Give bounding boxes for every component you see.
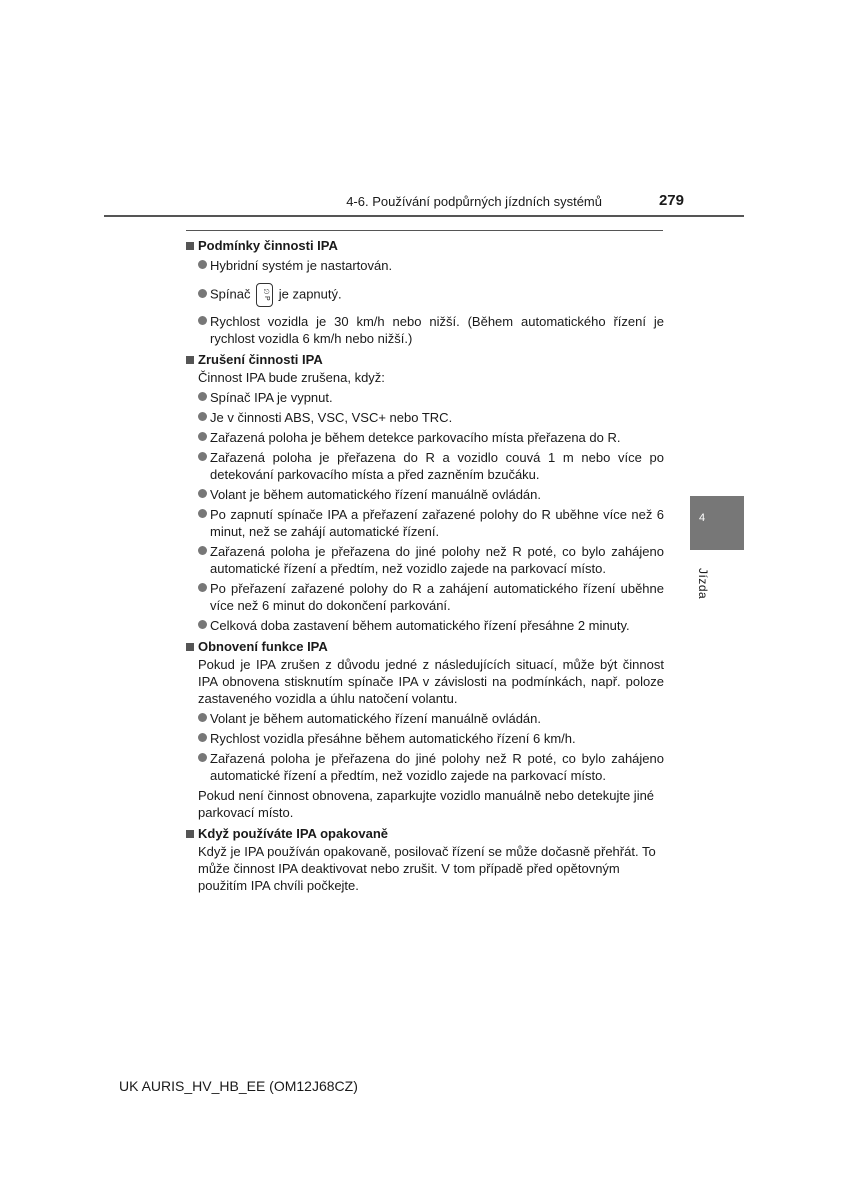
section-heading: Podmínky činnosti IPA (186, 237, 664, 254)
list-item: Volant je během automatického řízení manuálně ovládán. (186, 710, 664, 727)
section-intro: Činnost IPA bude zrušena, když: (198, 370, 385, 385)
list-item: Je v činnosti ABS, VSC, VSC+ nebo TRC. (186, 409, 664, 426)
chapter-label: Jízda (696, 568, 710, 600)
content-divider (186, 230, 663, 231)
footer-code: UK AURIS_HV_HB_EE (OM12J68CZ) (119, 1078, 358, 1094)
circle-bullet-icon (198, 546, 207, 555)
circle-bullet-icon (198, 452, 207, 461)
circle-bullet-icon (198, 392, 207, 401)
list-item: Zařazená poloha je během detekce parkovacího místa přeřazena do R. (186, 429, 664, 446)
chapter-number: 4 (699, 512, 706, 524)
list-item: Zařazená poloha je přeřazena do jiné polohy než R poté, co bylo zahájeno automatické řízení a předtím, než vozidlo zajede na parkovací místo. (186, 543, 664, 577)
square-bullet-icon (186, 242, 194, 250)
list-item: Po zapnutí spínače IPA a přeřazení zařazené polohy do R uběhne více než 6 minut, než se zahájí automatické řízení. (186, 506, 664, 540)
list-item: Rychlost vozidla je 30 km/h nebo nižší. (Během automatického řízení je rychlost vozidla 6 km/h nebo nižší.) (186, 313, 664, 347)
list-item: Spínač ⎋P je zapnutý. (186, 283, 664, 307)
circle-bullet-icon (198, 316, 207, 325)
list-item: Rychlost vozidla přesáhne během automatického řízení 6 km/h. (186, 730, 664, 747)
list-item: Spínač IPA je vypnut. (186, 389, 664, 406)
circle-bullet-icon (198, 733, 207, 742)
chapter-tab (690, 496, 744, 550)
square-bullet-icon (186, 643, 194, 651)
section-heading: Když používáte IPA opakovaně (186, 825, 664, 842)
circle-bullet-icon (198, 583, 207, 592)
circle-bullet-icon (198, 753, 207, 762)
list-item: Celková doba zastavení během automatického řízení přesáhne 2 minuty. (186, 617, 664, 634)
ipa-switch-icon: ⎋P (256, 283, 273, 307)
list-item: Hybridní systém je nastartován. (186, 257, 664, 274)
square-bullet-icon (186, 356, 194, 364)
section-outro: Pokud není činnost obnovena, zaparkujte vozidlo manuálně nebo detekujte jiné parkovací místo. (198, 788, 655, 820)
circle-bullet-icon (198, 260, 207, 269)
circle-bullet-icon (198, 509, 207, 518)
list-item: Zařazená poloha je přeřazena do jiné polohy než R poté, co bylo zahájeno automatické řízení a předtím, než vozidlo zajede na parkovací místo. (186, 750, 664, 784)
list-item: Zařazená poloha je přeřazena do R a vozidlo couvá 1 m nebo více po detekování parkovacího místa a před zazněním bzučáku. (186, 449, 664, 483)
section-heading: Zrušení činnosti IPA (186, 351, 664, 368)
circle-bullet-icon (198, 620, 207, 629)
page-number: 279 (658, 192, 684, 209)
header-divider (104, 215, 744, 217)
section-heading: Obnovení funkce IPA (186, 638, 664, 655)
circle-bullet-icon (198, 412, 207, 421)
page-content (186, 235, 664, 894)
section-intro: Pokud je IPA zrušen z důvodu jedné z následujících situací, může být činnost IPA obnovena stisknutím spínače IPA v závislosti na podmínkách, např. poloze zastaveného vozidla a úhlu natočení volantu. (198, 657, 664, 706)
circle-bullet-icon (198, 489, 207, 498)
circle-bullet-icon (198, 713, 207, 722)
section-title: 4-6. Používání podpůrných jízdních systémů (346, 194, 602, 209)
circle-bullet-icon (198, 432, 207, 441)
square-bullet-icon (186, 830, 194, 838)
list-item: Po přeřazení zařazené polohy do R a zahájení automatického řízení uběhne více než 6 minut do dokončení parkování. (186, 580, 664, 614)
circle-bullet-icon (198, 289, 207, 298)
list-item: Volant je během automatického řízení manuálně ovládán. (186, 486, 664, 503)
section-text: Když je IPA používán opakovaně, posilovač řízení se může dočasně přehřát. To může činnost IPA deaktivovat nebo zrušit. V tom případě před opětovným použitím IPA chvíli počkejte. (198, 844, 656, 893)
